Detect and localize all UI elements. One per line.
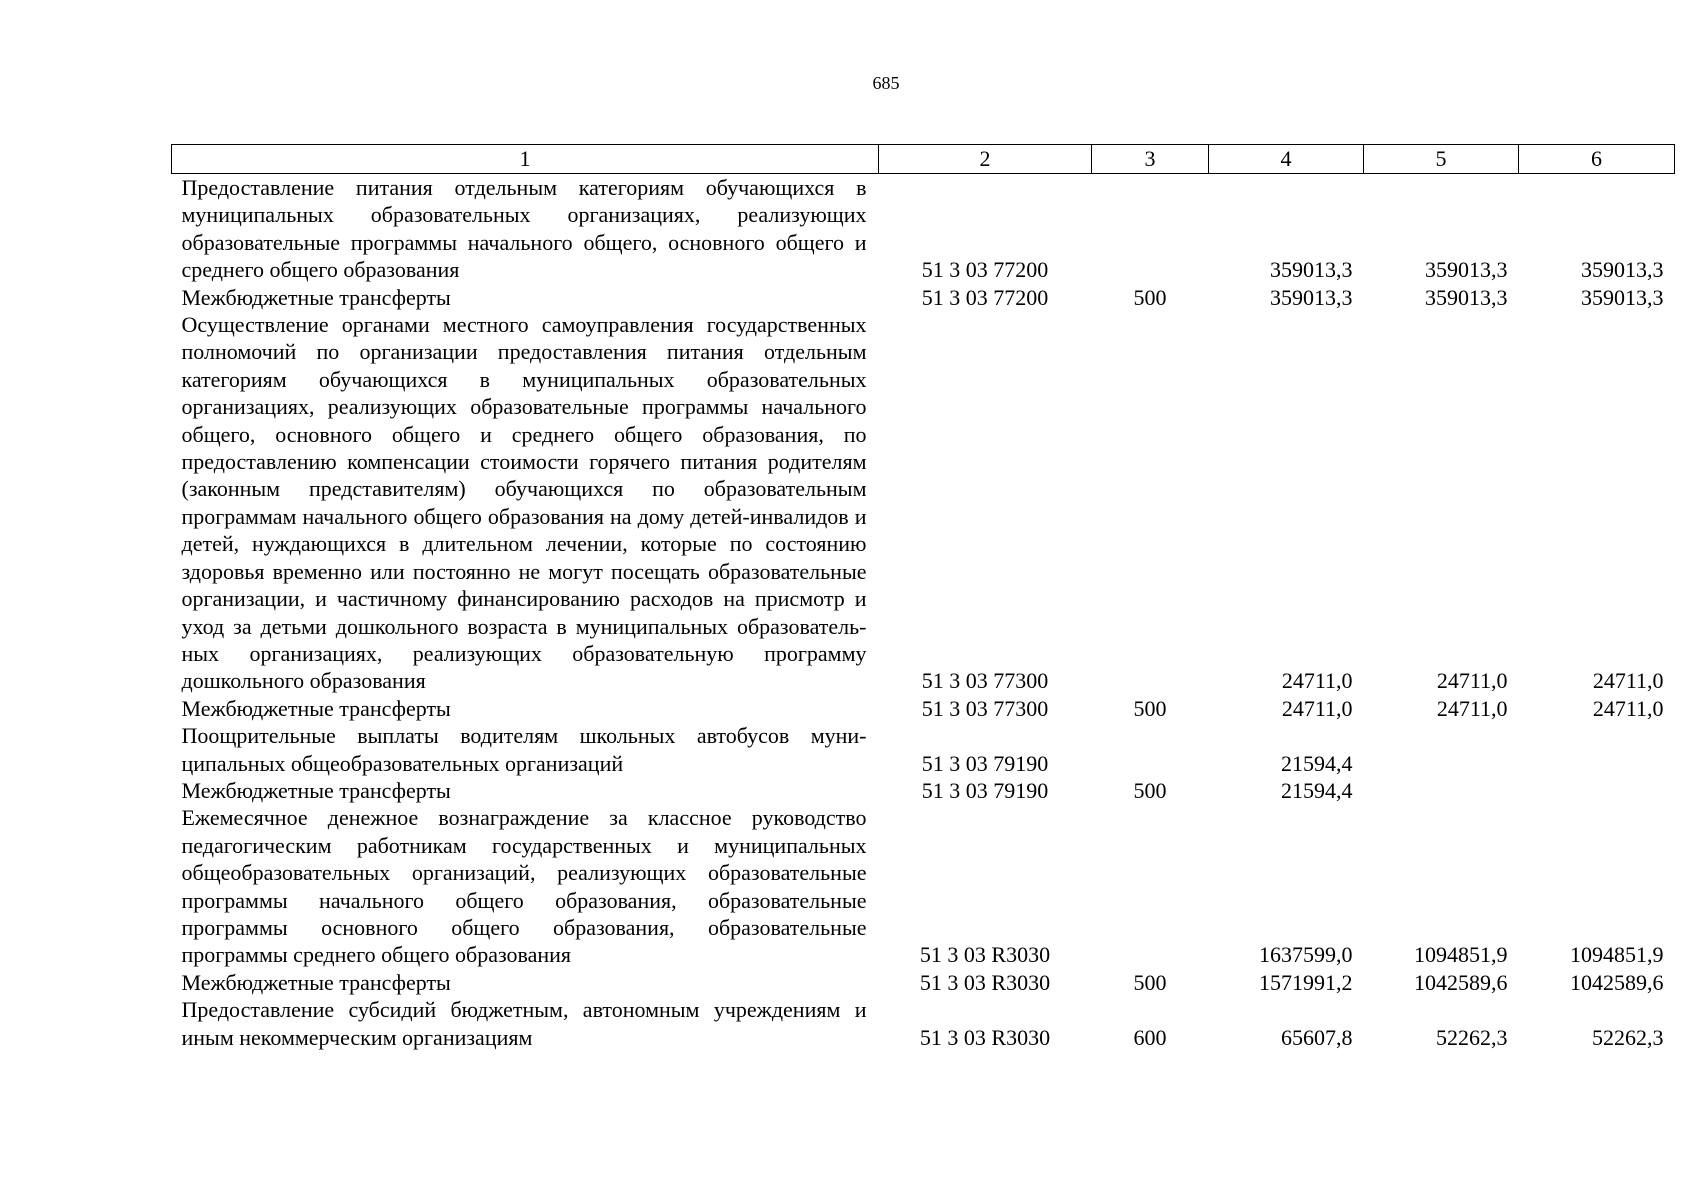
row-kind: 500: [1133, 777, 1167, 803]
budget-table: [171, 144, 1675, 1051]
table-header: [172, 145, 1675, 174]
header-col-6: 6: [1519, 145, 1675, 174]
table-row: [172, 777, 1675, 804]
row-code: 51 3 03 77200: [921, 284, 1049, 310]
table-row: [172, 969, 1675, 996]
header-col-2: 2: [879, 145, 1092, 174]
row-code: 51 3 03 77200: [921, 257, 1049, 283]
row-kind: [1092, 722, 1209, 777]
row-value-4: 21594,4: [1281, 750, 1353, 776]
row-name: Предоставление питания отдельным категориям обучающихся в муниципальных образовательных организациях, реализующих образовательные программы начального общего, основного общего и среднего общего образования: [181, 175, 867, 283]
row-value-4: 24711,0: [1281, 695, 1353, 721]
row-value-4: 1637599,0: [1259, 942, 1353, 968]
row-kind: 500: [1133, 284, 1167, 310]
row-value-6: 1042589,6: [1570, 969, 1664, 995]
row-kind: 500: [1133, 695, 1167, 721]
row-value-4: 359013,3: [1270, 284, 1353, 310]
row-value-4: 359013,3: [1270, 257, 1353, 283]
row-value-5: 52262,3: [1436, 1024, 1508, 1050]
table-row: [172, 284, 1675, 311]
row-value-5: [1364, 722, 1519, 777]
table-row: [172, 695, 1675, 722]
table-row: [172, 996, 1675, 1051]
row-code: 51 3 03 77300: [921, 695, 1049, 721]
row-name: Межбюджетные трансферты: [181, 284, 451, 310]
row-name: Ежемесячное денежное вознаграждение за классное руководство педагогическим работникам государственных и муниципальных общеобразовательных организаций, реализующих образовательные программы начального общего образования, образовательные программы основного общего образования, образовательные программы среднего общего образования: [181, 805, 867, 968]
header-col-3: 3: [1092, 145, 1209, 174]
row-code: 51 3 03 77300: [921, 668, 1049, 694]
row-value-4: 65607,8: [1281, 1024, 1353, 1050]
table-row: [172, 174, 1675, 284]
row-value-5: [1364, 777, 1519, 804]
row-value-6: 1094851,9: [1570, 942, 1664, 968]
row-kind: 600: [1133, 1024, 1167, 1050]
row-value-4: 1571991,2: [1259, 969, 1353, 995]
row-code: 51 3 03 79190: [921, 750, 1049, 776]
row-value-4: 21594,4: [1281, 777, 1353, 803]
row-value-6: 359013,3: [1581, 284, 1664, 310]
row-kind: 500: [1133, 969, 1167, 995]
row-value-5: 24711,0: [1436, 695, 1508, 721]
row-value-5: 1094851,9: [1414, 942, 1508, 968]
row-value-5: 1042589,6: [1414, 969, 1508, 995]
row-value-6: 359013,3: [1581, 257, 1664, 283]
row-code: 51 3 03 79190: [921, 777, 1049, 803]
row-name: Межбюджетные трансферты: [181, 695, 451, 721]
row-value-6: [1519, 722, 1675, 777]
row-value-5: 24711,0: [1436, 668, 1508, 694]
row-value-6: 52262,3: [1592, 1024, 1664, 1050]
row-value-6: 24711,0: [1592, 668, 1664, 694]
row-kind: [1092, 174, 1209, 284]
header-col-4: 4: [1209, 145, 1364, 174]
row-name: Осуществление органами местного самоуправления государственных полномочий по организации предоставления питания отдельным категориям обучающихся в муниципальных образовательных организациях, реализующих образовательные программы начального общего, основного общего и среднего общего образования, по предоставлению компенсации стоимости горячего питания родителям (законным представителям) обучающихся по образовательным программам начального общего образования на дому детей-инвалидов и детей, нуждающихся в длительном лечении, которые по состоянию здоровья временно или постоянно не могут посещать образовательные организации, и частичному финансированию расходов на присмотр и уход за детьми дошкольного возраста в муниципальных образовательных организациях, реализующих образовательную программу дошкольного образования: [181, 312, 867, 694]
table-body: [172, 174, 1675, 1052]
table-row: [172, 722, 1675, 777]
row-name: Межбюджетные трансферты: [181, 969, 451, 995]
row-value-6: [1519, 777, 1675, 804]
page-number: 685: [872, 73, 900, 93]
row-kind: [1092, 804, 1209, 968]
row-name: Поощрительные выплаты водителям школьных автобусов муниципальных общеобразовательных организаций: [181, 723, 867, 776]
table-row: [172, 804, 1675, 968]
header-col-1: 1: [172, 145, 879, 174]
row-code: 51 3 03 R3030: [919, 942, 1051, 968]
header-col-5: 5: [1364, 145, 1519, 174]
row-code: 51 3 03 R3030: [919, 1024, 1051, 1050]
row-name: Межбюджетные трансферты: [181, 777, 451, 803]
row-value-5: 359013,3: [1425, 257, 1508, 283]
header-row: [172, 145, 1675, 174]
row-kind: [1092, 311, 1209, 695]
row-value-6: 24711,0: [1592, 695, 1664, 721]
row-name: Предоставление субсидий бюджетным, автономным учреждениям и иным некоммерческим организациям: [181, 997, 867, 1050]
row-value-5: 359013,3: [1425, 284, 1508, 310]
row-value-4: 24711,0: [1281, 668, 1353, 694]
row-code: 51 3 03 R3030: [919, 969, 1051, 995]
table-row: [172, 311, 1675, 695]
